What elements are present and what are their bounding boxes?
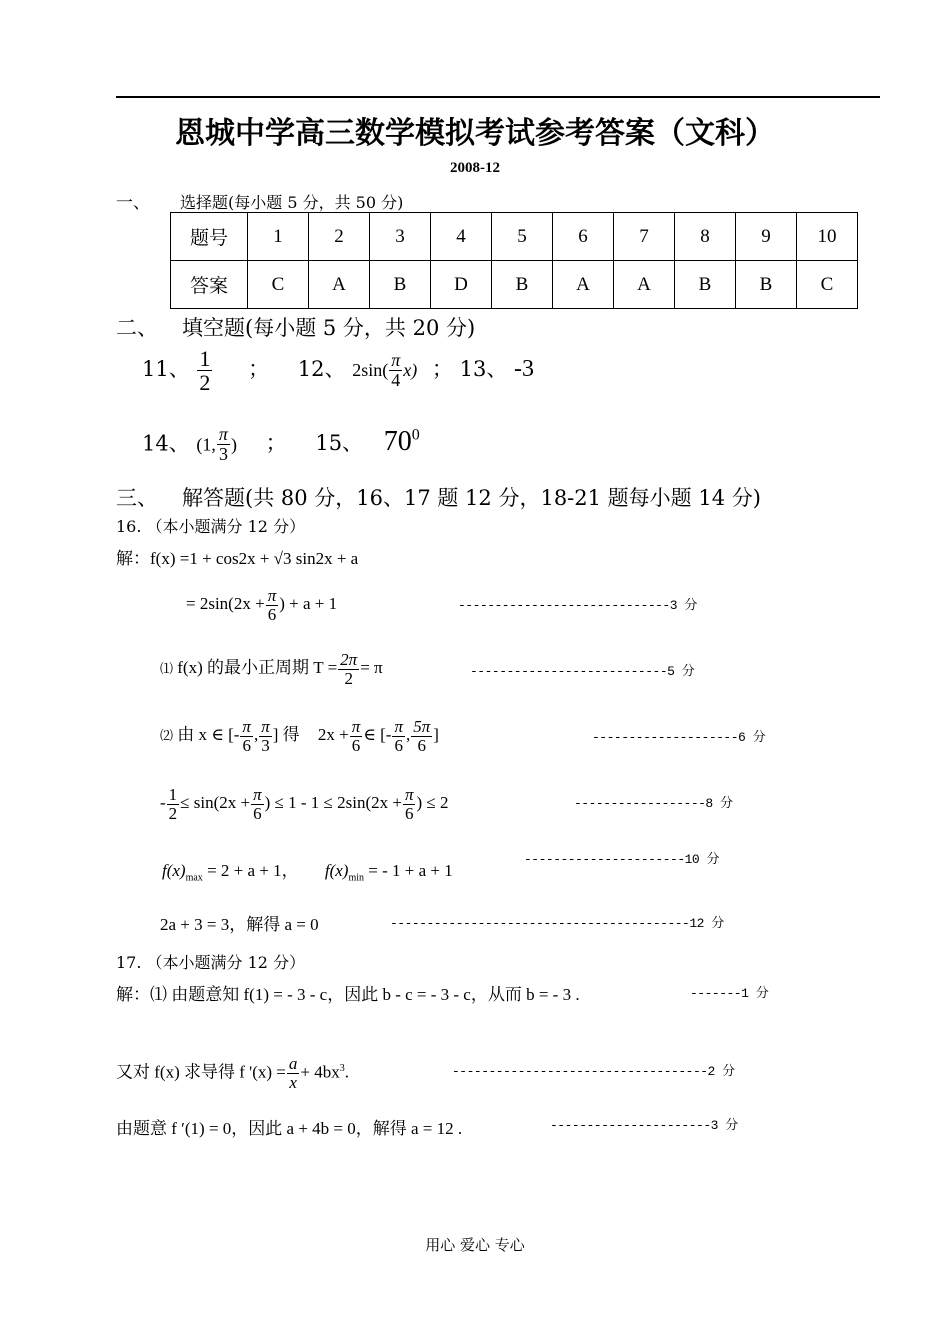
q16-l4-d5: 6 bbox=[417, 735, 426, 755]
table-cell: 8 bbox=[675, 213, 736, 261]
q16-l5-d: ) ≤ 2 bbox=[416, 793, 449, 812]
q16-l6-sub2: min bbox=[348, 872, 365, 884]
q16-l4-d4: 6 bbox=[394, 735, 403, 755]
q16-line3 bbox=[160, 646, 383, 691]
q15-degree: 0 bbox=[411, 427, 420, 444]
table-cell: 4 bbox=[431, 213, 492, 261]
page-footer: 用心 爱心 专心 bbox=[425, 1236, 525, 1254]
q17-l2-b: + 4bx bbox=[300, 1062, 340, 1082]
q12-fraction bbox=[389, 351, 402, 390]
q16-l7-score: -----------------------------------------12 分 bbox=[390, 916, 724, 931]
table-cell: C bbox=[797, 261, 858, 309]
q16-l4-a: 由 x ∈ [- bbox=[177, 725, 240, 744]
q16-l6-a: f(x) bbox=[162, 861, 186, 880]
q16-l2-score: -----------------------------3 分 bbox=[458, 598, 697, 613]
q12-num: π bbox=[391, 350, 401, 371]
header-rule bbox=[116, 96, 880, 98]
table-cell: 1 bbox=[248, 213, 309, 261]
q16-l6-sub1: max bbox=[185, 872, 203, 884]
table-cell: B bbox=[370, 261, 431, 309]
q16-l2-fraction bbox=[266, 587, 279, 624]
page-date: 2008-12 bbox=[450, 160, 500, 176]
q16-l5-c: ) ≤ 1 - 1 ≤ 2sin(2x + bbox=[264, 793, 402, 812]
q16-l4-n2: π bbox=[261, 716, 270, 736]
q17-l2-a: 又对 f(x) 求导得 f '(x) = bbox=[116, 1062, 286, 1082]
q15-value: 70 bbox=[383, 426, 412, 458]
q12-label: 12、 bbox=[297, 357, 346, 381]
q17-header: 17. （本小题满分 12 分） bbox=[116, 953, 306, 972]
q16-l4-d1: 6 bbox=[242, 735, 251, 755]
fill-row-1 bbox=[142, 346, 534, 394]
q16-l3-num: 2π bbox=[340, 649, 358, 669]
q16-l3-text: f(x) 的最小正周期 T = bbox=[177, 658, 338, 677]
table-row bbox=[171, 261, 858, 309]
q16-l4-d2: 3 bbox=[261, 735, 270, 755]
q14-den: 3 bbox=[218, 444, 228, 465]
q16-l4-g: ] bbox=[433, 725, 439, 744]
q17-l2-fraction bbox=[287, 1055, 300, 1092]
q17-l2-den: x bbox=[289, 1073, 297, 1093]
q15-answer bbox=[384, 426, 420, 457]
q16-line4 bbox=[160, 712, 439, 759]
page-title: 恩城中学高三数学模拟考试参考答案（文科） bbox=[175, 116, 775, 151]
q16-l5-frac2 bbox=[251, 786, 264, 823]
q17-l2-num: a bbox=[288, 1054, 298, 1074]
q16-l4-score: --------------------6 分 bbox=[592, 730, 766, 745]
q17-l1-score: -------1 分 bbox=[690, 986, 769, 1001]
q11-fraction bbox=[197, 347, 212, 394]
q16-header: 16. （本小题满分 12 分） bbox=[116, 517, 306, 536]
section1-label: 一、 bbox=[116, 193, 150, 213]
q13-answer: -3 bbox=[514, 356, 535, 382]
q17-line1: 解：⑴ 由题意知 f(1) = - 3 - c，因此 b - c = - 3 - c，从而 b = - 3 . bbox=[116, 985, 580, 1004]
q17-l3-score: ----------------------3 分 bbox=[550, 1118, 738, 1133]
q16-l6-score: ----------------------10 分 bbox=[524, 852, 720, 867]
q16-l2-pre: = 2sin(2x + bbox=[186, 594, 265, 613]
table-cell: 3 bbox=[370, 213, 431, 261]
q15-label: 15、 bbox=[315, 431, 364, 456]
q16-l4-n5: 5π bbox=[413, 716, 431, 736]
q16-l4-frac1 bbox=[240, 718, 253, 755]
separator: ； bbox=[431, 357, 453, 381]
q16-l4-frac4 bbox=[392, 718, 405, 755]
q16-l4-n3: π bbox=[351, 716, 361, 736]
q16-l5-n2: π bbox=[253, 784, 262, 804]
q16-l4-frac2 bbox=[259, 718, 272, 755]
q16-l3-post: = π bbox=[360, 658, 383, 677]
q16-l6-d: = - 1 + a + 1 bbox=[368, 861, 453, 880]
q16-line5 bbox=[160, 780, 448, 826]
table-cell: B bbox=[492, 261, 553, 309]
table-cell: C bbox=[248, 261, 309, 309]
table-row bbox=[171, 213, 858, 261]
q17-l2-sup: 3 bbox=[339, 1063, 345, 1074]
table-cell: A bbox=[614, 261, 675, 309]
q16-line1: 解：f(x) =1 + cos2x + √3 sin2x + a bbox=[116, 549, 359, 568]
q16-l4-e: ∈ [- bbox=[363, 725, 392, 744]
q16-l2-post: ) + a + 1 bbox=[279, 594, 338, 613]
q17-l2-score: -----------------------------------2 分 bbox=[452, 1064, 735, 1079]
section2-heading: 填空题(每小题 5 分，共 20 分) bbox=[182, 316, 476, 340]
table-cell: 2 bbox=[309, 213, 370, 261]
q14-num: π bbox=[218, 424, 228, 445]
q16-l5-score: ------------------8 分 bbox=[574, 796, 733, 811]
q11-den: 2 bbox=[199, 370, 211, 395]
q16-l6-c: f(x) bbox=[324, 861, 349, 880]
q16-l5-d1: 2 bbox=[168, 803, 178, 823]
q16-l5-frac1 bbox=[167, 786, 180, 823]
q16-l5-frac3 bbox=[403, 786, 416, 823]
q16-l3-label: ⑴ bbox=[160, 661, 174, 676]
section3-label: 三、 bbox=[116, 486, 158, 510]
q16-l4-n1: π bbox=[242, 716, 251, 736]
q16-l4-d: 2x + bbox=[317, 725, 349, 744]
table-cell: 7 bbox=[614, 213, 675, 261]
q16-l4-f: , bbox=[405, 725, 411, 744]
q16-line6 bbox=[162, 856, 453, 883]
section2-label: 二、 bbox=[116, 316, 158, 340]
table-cell: 5 bbox=[492, 213, 553, 261]
q16-l4-frac3 bbox=[350, 718, 363, 755]
q16-l5-n3: π bbox=[404, 784, 414, 804]
q14-fraction bbox=[217, 425, 230, 464]
table-cell: B bbox=[675, 261, 736, 309]
q17-l2-c: . bbox=[344, 1062, 349, 1082]
table-cell: 6 bbox=[553, 213, 614, 261]
q16-l6-b: = 2 + a + 1， bbox=[207, 861, 299, 880]
q16-l4-frac5 bbox=[411, 718, 432, 755]
q16-l2-num: π bbox=[267, 585, 277, 605]
q16-l4-label: ⑵ bbox=[160, 728, 174, 743]
table-cell: D bbox=[431, 261, 492, 309]
fill-row-2 bbox=[142, 412, 420, 468]
section3-heading: 解答题(共 80 分，16、17 题 12 分，18-21 题每小题 14 分) bbox=[182, 486, 761, 510]
q16-l5-d2: 6 bbox=[253, 803, 262, 823]
q11-num: 1 bbox=[199, 345, 211, 371]
q16-line7: 2a + 3 = 3，解得 a = 0 bbox=[160, 915, 319, 934]
q16-l5-d3: 6 bbox=[404, 803, 414, 823]
q11-label: 11、 bbox=[142, 357, 190, 381]
table-cell: 9 bbox=[736, 213, 797, 261]
table-cell: 10 bbox=[797, 213, 858, 261]
q13-label: 13、 bbox=[459, 357, 508, 381]
q12-den: 4 bbox=[391, 370, 401, 390]
table-row-header: 题号 bbox=[171, 213, 248, 261]
q16-l5-a: - bbox=[160, 793, 166, 812]
q17-line3: 由题意 f ′(1) = 0，因此 a + 4b = 0，解得 a = 12 . bbox=[116, 1119, 463, 1138]
separator: ； bbox=[248, 357, 270, 381]
q16-l3-den: 2 bbox=[344, 668, 353, 688]
q16-l2-den: 6 bbox=[267, 604, 277, 624]
q16-l3-fraction bbox=[338, 651, 359, 688]
q12-pre: 2sin( bbox=[352, 360, 389, 380]
q16-l5-n1: 1 bbox=[168, 784, 178, 804]
section1-heading: 选择题(每小题 5 分，共 50 分) bbox=[180, 193, 404, 212]
q16-l4-d3: 6 bbox=[351, 735, 361, 755]
table-cell: A bbox=[309, 261, 370, 309]
answer-table bbox=[170, 212, 858, 309]
q16-l4-c: ] 得 bbox=[272, 725, 300, 744]
q16-l4-b: , bbox=[253, 725, 259, 744]
q16-l5-b: ≤ sin(2x + bbox=[180, 793, 251, 812]
q14-pre: (1, bbox=[196, 434, 216, 455]
q14-post: ) bbox=[230, 434, 237, 455]
table-row-header: 答案 bbox=[171, 261, 248, 309]
table-cell: A bbox=[553, 261, 614, 309]
table-cell: B bbox=[736, 261, 797, 309]
q16-l4-n4: π bbox=[394, 716, 403, 736]
q14-label: 14、 bbox=[142, 431, 190, 456]
q16-l3-score: ---------------------------5 分 bbox=[470, 664, 695, 679]
q12-post: x) bbox=[403, 360, 418, 380]
separator: ； bbox=[265, 431, 287, 456]
q17-line2 bbox=[116, 1046, 349, 1096]
q16-line2 bbox=[186, 582, 337, 626]
